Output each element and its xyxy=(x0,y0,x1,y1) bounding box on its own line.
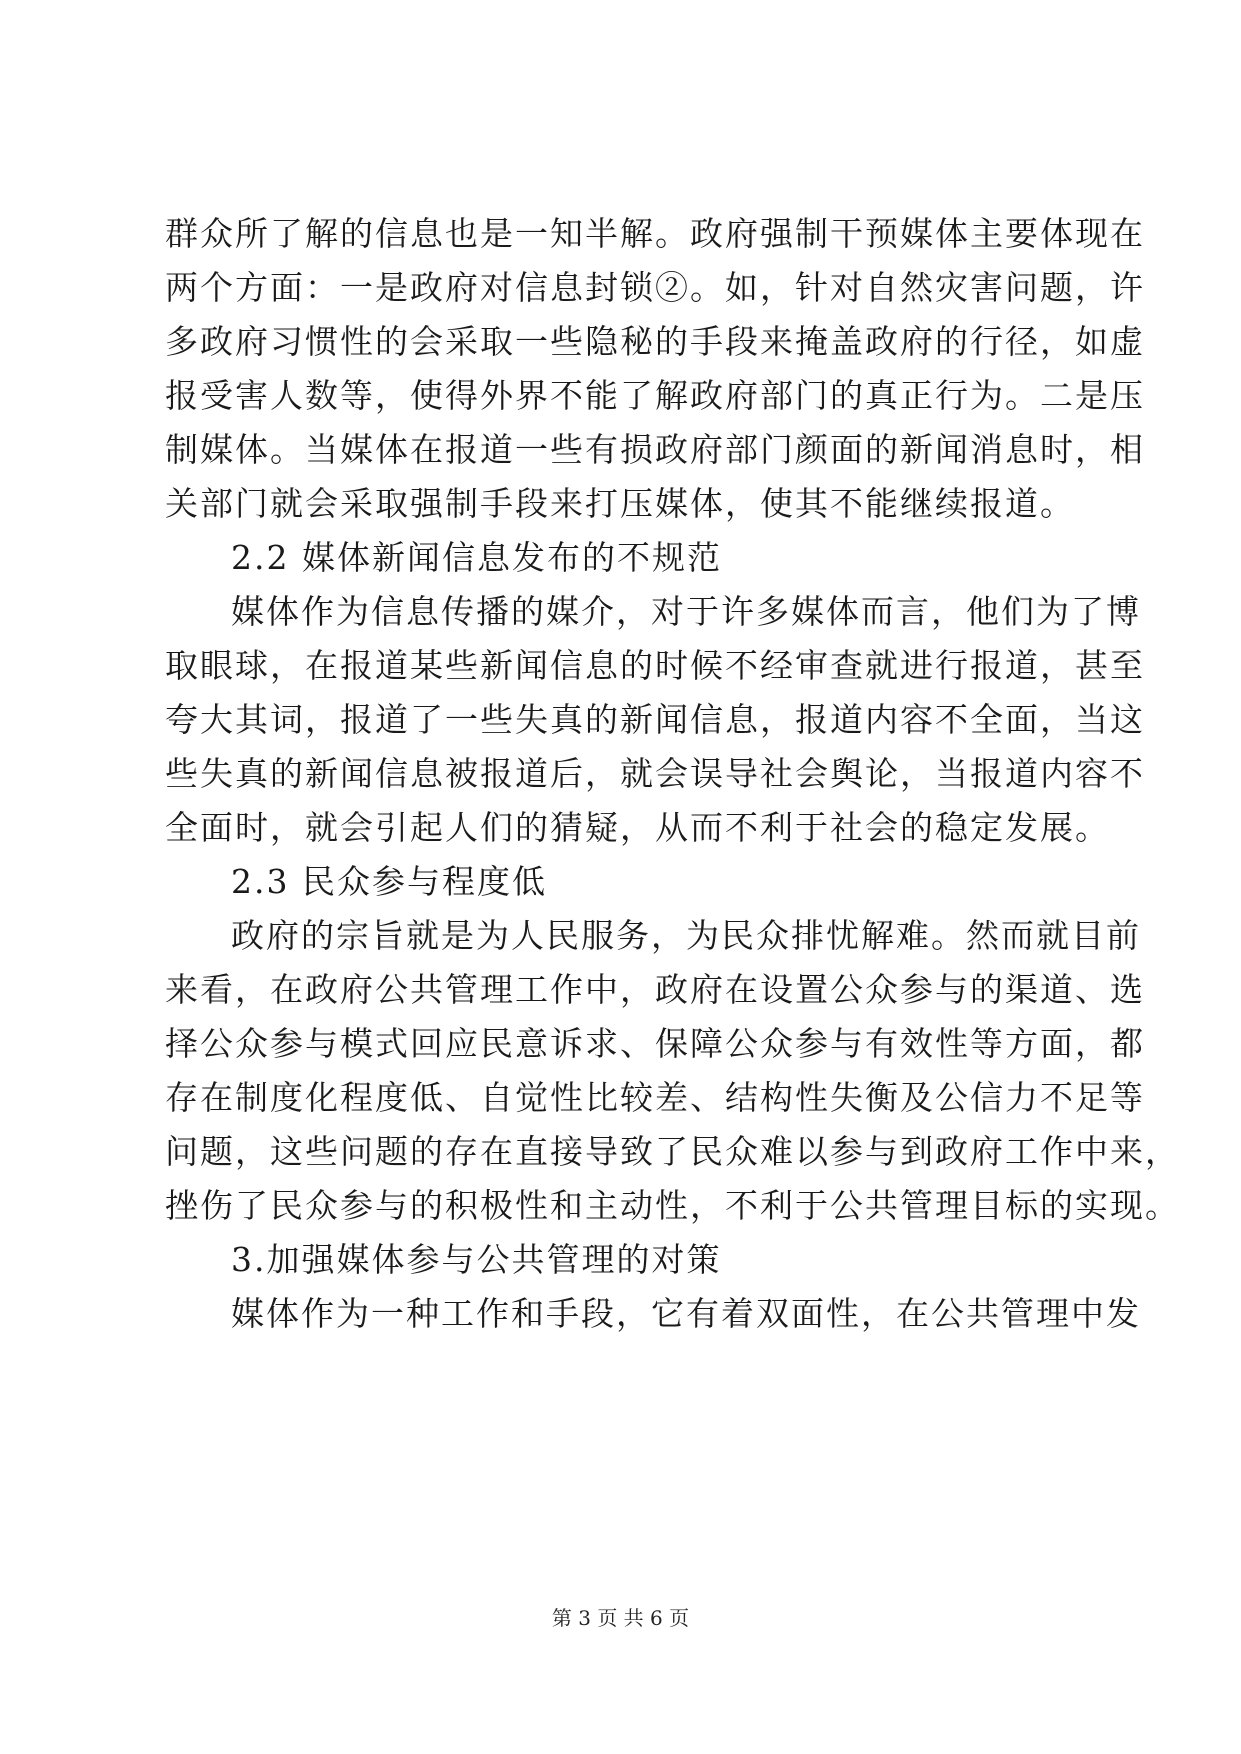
paragraph-line: 全面时，就会引起人们的猜疑，从而不利于社会的稳定发展。 xyxy=(165,808,1110,847)
section-heading: 2.2 媒体新闻信息发布的不规范 xyxy=(231,538,722,577)
page-number-footer: 第 3 页 共 6 页 xyxy=(551,1606,690,1630)
paragraph-line: 报受害人数等，使得外界不能了解政府部门的真正行为。二是压 xyxy=(165,376,1145,415)
paragraph-line: 多政府习惯性的会采取一些隐秘的手段来掩盖政府的行径，如虚 xyxy=(165,322,1145,361)
paragraph-line: 择公众参与模式回应民意诉求、保障公众参与有效性等方面，都 xyxy=(165,1024,1145,1063)
paragraph-line: 政府的宗旨就是为人民服务，为民众排忧解难。然而就目前 xyxy=(231,916,1141,955)
paragraph-line: 夸大其词，报道了一些失真的新闻信息，报道内容不全面，当这 xyxy=(165,700,1145,739)
paragraph-line: 两个方面：一是政府对信息封锁②。如，针对自然灾害问题，许 xyxy=(165,268,1145,307)
paragraph-line: 来看，在政府公共管理工作中，政府在设置公众参与的渠道、选 xyxy=(165,970,1145,1009)
paragraph-line: 群众所了解的信息也是一知半解。政府强制干预媒体主要体现在 xyxy=(165,214,1145,253)
paragraph-line: 媒体作为一种工作和手段，它有着双面性，在公共管理中发 xyxy=(231,1294,1141,1333)
paragraph-line: 问题，这些问题的存在直接导致了民众难以参与到政府工作中来， xyxy=(165,1132,1180,1171)
paragraph-line: 制媒体。当媒体在报道一些有损政府部门颜面的新闻消息时，相 xyxy=(165,430,1145,469)
section-heading: 2.3 民众参与程度低 xyxy=(231,862,547,901)
paragraph-line: 关部门就会采取强制手段来打压媒体，使其不能继续报道。 xyxy=(165,484,1075,523)
paragraph-line: 取眼球，在报道某些新闻信息的时候不经审查就进行报道，甚至 xyxy=(165,646,1145,685)
paragraph-line: 些失真的新闻信息被报道后，就会误导社会舆论，当报道内容不 xyxy=(165,754,1145,793)
paragraph-line: 挫伤了民众参与的积极性和主动性，不利于公共管理目标的实现。 xyxy=(165,1186,1180,1225)
section-heading: 3.加强媒体参与公共管理的对策 xyxy=(231,1240,722,1279)
paragraph-line: 存在制度化程度低、自觉性比较差、结构性失衡及公信力不足等 xyxy=(165,1078,1145,1117)
paragraph-line: 媒体作为信息传播的媒介，对于许多媒体而言，他们为了博 xyxy=(231,592,1141,631)
